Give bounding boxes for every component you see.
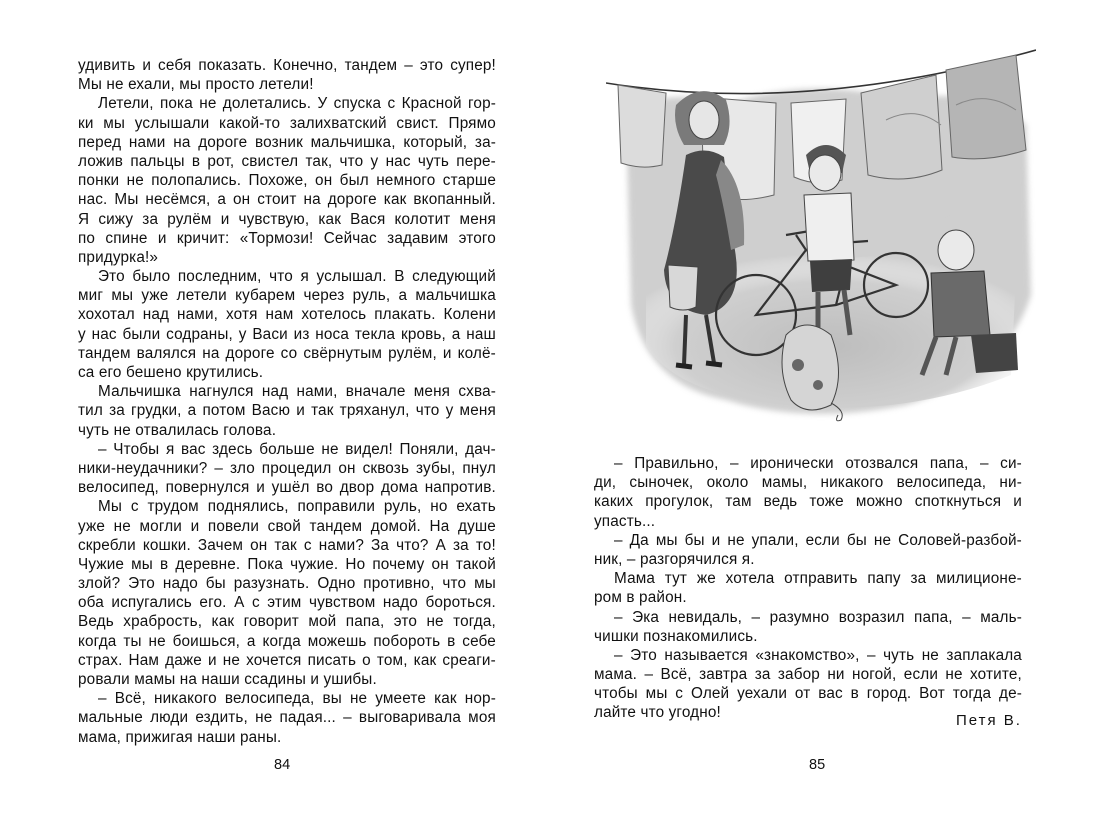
text-line: ди, сыночек, около мамы, никакого велосипеда, ни- xyxy=(594,474,1022,492)
text-line: страх. Нам даже и не хочется писать о том, как среаги- xyxy=(78,651,496,669)
text-line: упасть... xyxy=(594,512,656,530)
text-line: хохотал над нами, хотя нам хотелось плакать. Колени xyxy=(78,306,496,324)
text-line: у нас были содраны, у Васи из носа текла кровь, а наш xyxy=(78,325,496,343)
left-page-number: 84 xyxy=(274,757,291,773)
text-line: – Всё, никакого велосипеда, вы не умеете как нор- xyxy=(98,690,496,708)
text-line: мама, прижигая наши раны. xyxy=(78,728,282,746)
text-line: мальные люди ездить, не падая... – выговаривала моя xyxy=(78,709,496,727)
text-line: велосипед, повернулся и ушёл во двор дома напротив. xyxy=(78,479,496,497)
text-line: каких прогулок, там ведь тоже можно споткнуться и xyxy=(594,493,1022,511)
text-line: Мама тут же хотела отправить папу за милиционе- xyxy=(614,570,1022,588)
left-page-text xyxy=(78,56,496,747)
text-line: са его бешено крутились. xyxy=(78,364,264,381)
text-line: – Это называется «знакомство», – чуть не заплакала xyxy=(614,646,1022,664)
text-line: понки не полопались. Похоже, он был немного старше xyxy=(78,172,496,190)
text-line: Мы с трудом поднялись, поправили руль, но ехать xyxy=(98,498,496,516)
right-page-number: 85 xyxy=(809,757,826,773)
text-line: – Правильно, – иронически отозвался папа, – си- xyxy=(614,455,1022,472)
right-page xyxy=(550,0,1100,825)
text-line: ки мы услышали какой-то залихватский свист. Прямо xyxy=(78,114,496,132)
text-line: – Да мы бы и не упали, если бы не Соловей-разбой- xyxy=(614,531,1022,549)
text-line: ники-неудачники? – зло процедил он сквозь зубы, пнул xyxy=(78,459,496,477)
text-line: оба испугались его. А с этим чувством надо бороться. xyxy=(78,594,496,612)
illustration xyxy=(606,45,1036,425)
text-line: уже не могли и повели свой тандем домой. На душе xyxy=(78,517,496,535)
text-line: Летели, пока не долетались. У спуска с Красной гор- xyxy=(98,95,496,113)
text-line: Мы не ехали, мы просто летели! xyxy=(78,76,314,94)
text-line: мама. – Всё, завтра за забор ни ногой, если не хотите, xyxy=(594,666,1022,684)
text-line: Это было последним, что я услышал. В следующий xyxy=(98,268,496,286)
text-line: по спине и кричит: «Тормози! Сейчас задавим этого xyxy=(78,229,496,247)
text-line: тандем валялся на дороге со свёрнутым рулём, и колё- xyxy=(78,344,496,362)
text-line: миг мы уже летели кубарем через руль, а мальчишка xyxy=(78,287,496,305)
text-line: Чужие мы в деревне. Пока чужие. Но почему он такой xyxy=(78,555,496,573)
text-line: чтобы мы с Олей уехали от вас в город. Вот тогда де- xyxy=(594,685,1022,703)
text-line: скребли кошки. Зачем он так с нами? За что? А за то! xyxy=(78,536,496,554)
text-line: ложив пальцы в рот, свистел так, что у нас чуть пере- xyxy=(78,152,496,170)
text-line: Ведь храбрость, как говорит мой папа, это не тогда, xyxy=(78,613,496,631)
text-line: чишки познакомились. xyxy=(594,627,758,645)
text-line: ровали мамы на наши ссадины и ушибы. xyxy=(78,671,377,688)
signature: Петя В. xyxy=(956,712,1022,729)
text-line: удивить и себя показать. Конечно, тандем – это супер! xyxy=(78,57,496,74)
text-line: тил за грудки, а потом Васю и так тряханул, что у меня xyxy=(78,402,496,420)
text-line: придурка!» xyxy=(78,248,159,266)
text-line: ром в район. xyxy=(594,589,687,607)
text-line: когда ты не боишься, а когда можешь побороть в себе xyxy=(78,632,496,650)
right-page-text xyxy=(594,454,1022,723)
text-line: перед нами на дороге возник мальчишка, который, за- xyxy=(78,133,496,151)
text-line: ник, – разгорячился я. xyxy=(594,550,755,568)
text-line: Я сижу за рулём и чувствую, как Вася колотит меня xyxy=(78,210,496,228)
text-line: злой? Это надо бы разузнать. Одно противно, что мы xyxy=(78,575,496,593)
text-line: нас. Мы несёмся, а он стоит на дороге как вкопанный. xyxy=(78,191,496,209)
text-line: Мальчишка нагнулся над нами, вначале меня схва- xyxy=(98,383,496,401)
text-line: чуть не отвалилась голова. xyxy=(78,421,277,439)
text-line: – Чтобы я вас здесь больше не видел! Поняли, дач- xyxy=(98,440,496,458)
text-line: лайте что угодно! xyxy=(594,704,721,722)
text-line: – Эка невидаль, – разумно возразил папа, – маль- xyxy=(614,608,1022,626)
